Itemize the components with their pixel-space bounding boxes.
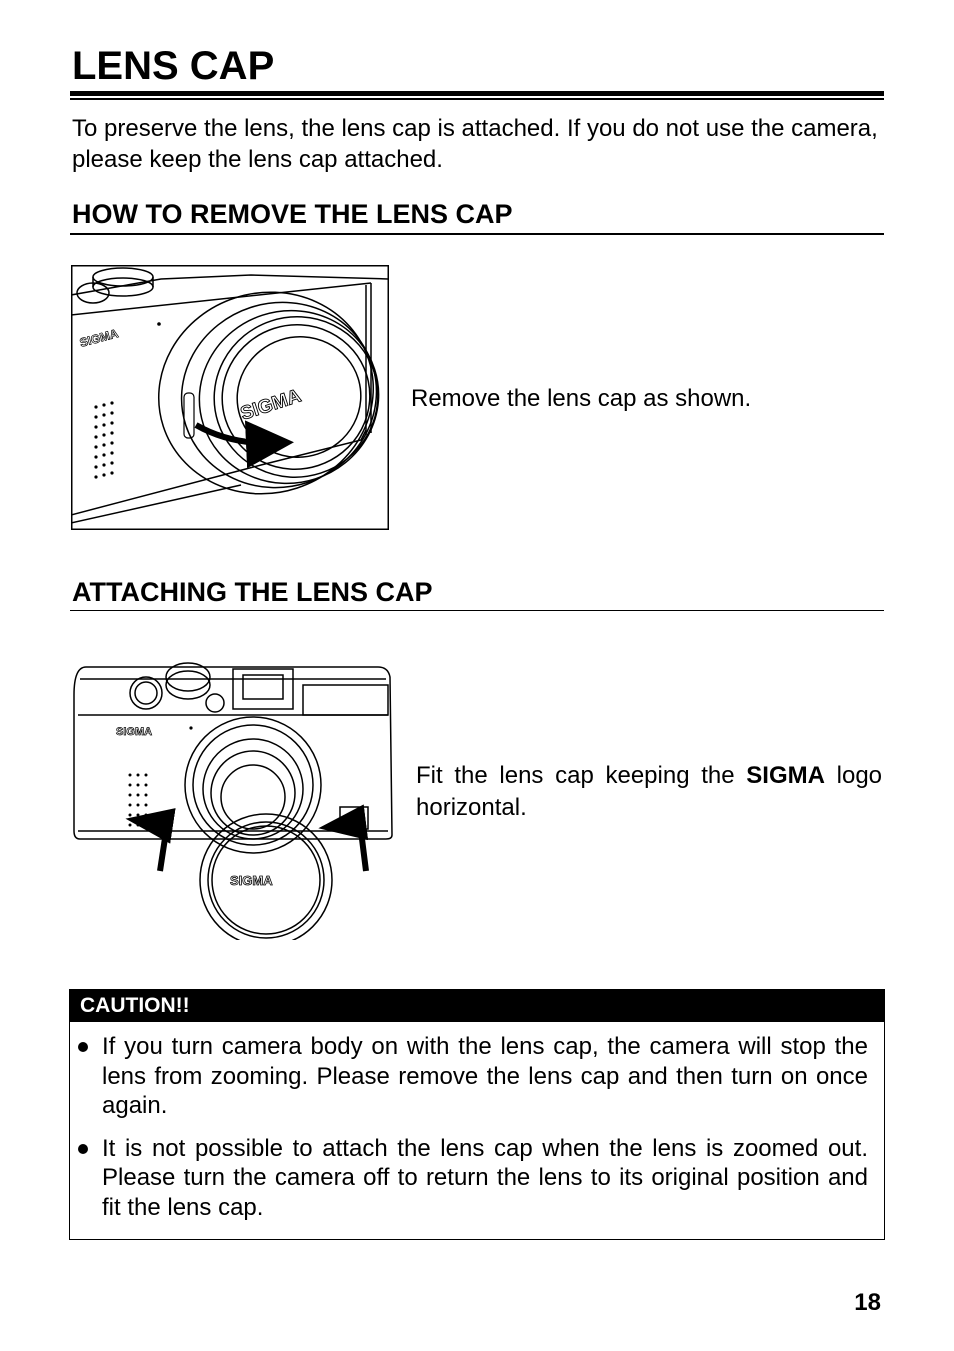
bullet-icon (78, 1042, 88, 1052)
caution-item-text: If you turn camera body on with the lens cap, the camera will stop the lens from zooming. Please remove the lens cap and then turn on once again. (102, 1033, 868, 1119)
figure-brand-body-attach: SIGMA (116, 726, 153, 738)
remove-lens-cap-illustration (71, 265, 389, 530)
title-rule-secondary (70, 98, 884, 100)
page-title: LENS CAP (72, 44, 275, 88)
caution-header: CAUTION!! (70, 990, 884, 1022)
section-rule-attach (70, 610, 884, 611)
figure-brand-cap-remove: SIGMA (238, 385, 304, 425)
attach-instruction-post: logo horizontal. (416, 762, 883, 821)
figure-brand-cap-attach: SIGMA (230, 873, 273, 888)
attach-instruction-pre: Fit the lens cap keeping the (416, 762, 747, 789)
section-rule-remove (70, 233, 884, 235)
attach-lens-cap-illustration (68, 655, 398, 940)
intro-paragraph: To preserve the lens, the lens cap is attached. If you do not use the camera, please keep the lens cap attached. (72, 115, 878, 173)
page-number: 18 (854, 1289, 881, 1316)
caution-item (102, 1134, 868, 1223)
figure-brand-body-remove: SIGMA (78, 326, 120, 350)
section-heading-remove: HOW TO REMOVE THE LENS CAP (72, 199, 513, 229)
bullet-icon (78, 1144, 88, 1154)
attach-instruction-brand: SIGMA (746, 762, 825, 789)
title-rule (70, 91, 884, 96)
remove-instruction: Remove the lens cap as shown. (411, 385, 752, 412)
caution-item (102, 1032, 868, 1121)
caution-box (69, 989, 885, 1240)
caution-list (70, 1022, 884, 1222)
section-heading-attach: ATTACHING THE LENS CAP (72, 577, 433, 607)
attach-instruction (416, 760, 882, 824)
caution-item-text: It is not possible to attach the lens cap when the lens is zoomed out. Please turn the camera off to return the lens to its original position and fit the lens cap. (102, 1134, 868, 1221)
